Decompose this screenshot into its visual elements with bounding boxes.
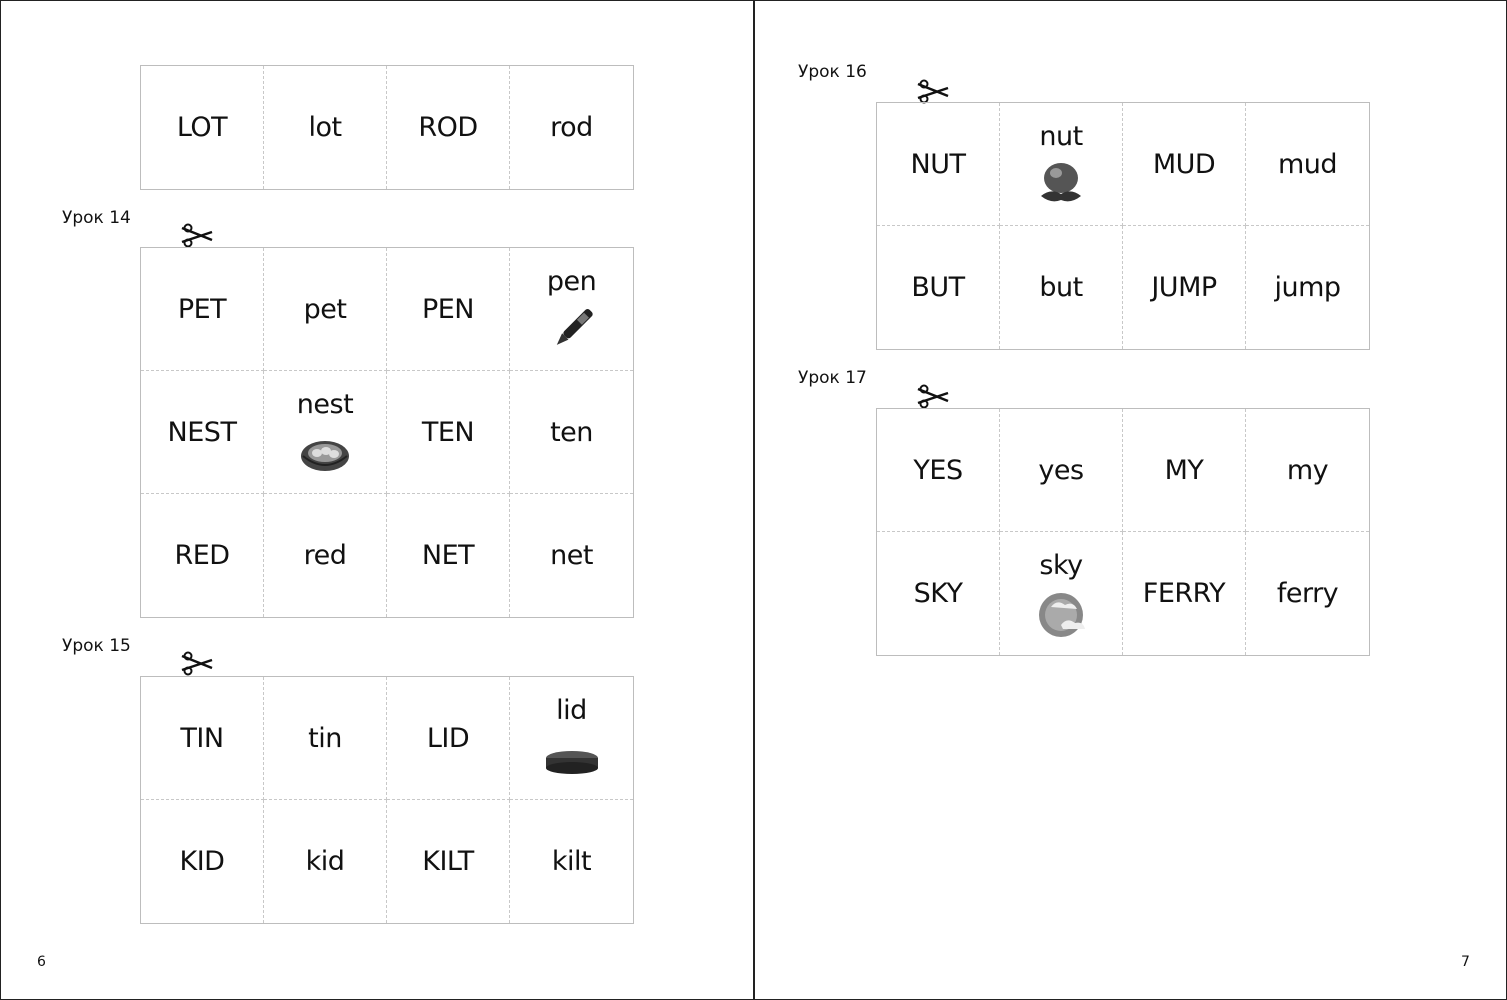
pen-icon (544, 303, 600, 355)
word-card-text: kilt (551, 846, 592, 877)
word-card-text: TEN (421, 416, 475, 448)
word-card (877, 226, 1000, 349)
word-card-text: ferry (1276, 578, 1339, 609)
nut-icon (1033, 158, 1089, 210)
word-card (387, 800, 510, 923)
page-number-left: 6 (37, 954, 46, 970)
word-card-text: lid (556, 695, 587, 726)
card-block-lesson-14 (140, 247, 634, 618)
word-card (141, 66, 264, 189)
word-card-text: lot (308, 112, 342, 143)
word-card (141, 677, 264, 800)
word-card-text: pen (546, 266, 597, 297)
word-card-text: NEST (167, 416, 237, 448)
word-card (510, 248, 633, 371)
word-card-text: TIN (180, 722, 224, 754)
word-card (387, 66, 510, 189)
word-card-text: mud (1277, 148, 1338, 180)
word-card-text: NUT (910, 148, 966, 180)
word-card-text: pet (303, 293, 347, 325)
word-card-text: KILT (422, 846, 474, 877)
word-card (387, 248, 510, 371)
word-card-text: RED (174, 540, 230, 571)
word-card (1123, 103, 1246, 226)
word-card-text: sky (1039, 550, 1083, 581)
word-card (264, 494, 387, 617)
scissors-icon (914, 78, 954, 104)
word-card-text: FERRY (1142, 578, 1226, 609)
word-card (141, 371, 264, 494)
word-card (264, 66, 387, 189)
word-card (387, 677, 510, 800)
word-card-text: LOT (176, 112, 228, 143)
word-card-text: ten (550, 416, 593, 448)
word-card (510, 371, 633, 494)
word-card (1000, 103, 1123, 226)
word-card (1000, 532, 1123, 655)
lesson-15-label: Урок 15 (62, 636, 131, 656)
word-card (877, 409, 1000, 532)
page-number-right: 7 (1461, 954, 1470, 970)
word-card-text: NET (421, 540, 475, 571)
nest-icon (297, 426, 353, 478)
word-card-text: net (550, 540, 593, 571)
word-card-text: ROD (418, 112, 478, 143)
card-block-lesson-15 (140, 676, 634, 924)
word-card (387, 371, 510, 494)
scissors-icon (914, 383, 954, 409)
word-card (141, 248, 264, 371)
lid-icon (544, 732, 600, 784)
page-divider (753, 0, 755, 1000)
word-card (264, 248, 387, 371)
word-card (510, 800, 633, 923)
word-card-text: PEN (421, 293, 475, 325)
word-card-text: JUMP (1151, 272, 1217, 303)
word-card (510, 494, 633, 617)
word-card-text: red (303, 540, 347, 571)
word-card (510, 677, 633, 800)
card-block-lesson-17 (876, 408, 1370, 656)
word-card-text: KID (179, 846, 225, 877)
scissors-icon (178, 222, 218, 248)
word-card-text: tin (308, 722, 342, 754)
word-card (1246, 409, 1369, 532)
word-card-text: kid (305, 846, 345, 877)
word-card-text: SKY (913, 578, 963, 609)
word-card (510, 66, 633, 189)
word-card-text: BUT (911, 272, 965, 303)
word-card (877, 103, 1000, 226)
word-card (387, 494, 510, 617)
word-card-text: LID (426, 722, 470, 754)
word-card (1246, 532, 1369, 655)
word-card (264, 371, 387, 494)
word-card-text: MY (1164, 454, 1204, 486)
lesson-16-label: Урок 16 (798, 62, 867, 82)
word-card (264, 677, 387, 800)
word-card (1123, 409, 1246, 532)
word-card (877, 532, 1000, 655)
word-card (264, 800, 387, 923)
word-card-text: nut (1039, 121, 1083, 152)
scissors-icon (178, 650, 218, 676)
word-card (1246, 226, 1369, 349)
word-card-text: MUD (1152, 148, 1216, 180)
word-card (1000, 409, 1123, 532)
word-card-text: jump (1274, 272, 1341, 303)
word-card-text: but (1039, 272, 1083, 303)
word-card-text: YES (913, 454, 963, 486)
word-card (141, 800, 264, 923)
word-card (1000, 226, 1123, 349)
card-block-top (140, 65, 634, 190)
word-card (141, 494, 264, 617)
sky-icon (1033, 587, 1089, 639)
word-card-text: rod (550, 112, 593, 143)
word-card-text: PET (177, 293, 227, 325)
word-card-text: my (1286, 454, 1329, 486)
word-card (1123, 532, 1246, 655)
card-block-lesson-16 (876, 102, 1370, 350)
word-card-text: nest (296, 389, 354, 420)
word-card-text: yes (1038, 454, 1084, 486)
lesson-14-label: Урок 14 (62, 208, 131, 228)
word-card (1246, 103, 1369, 226)
lesson-17-label: Урок 17 (798, 368, 867, 388)
word-card (1123, 226, 1246, 349)
